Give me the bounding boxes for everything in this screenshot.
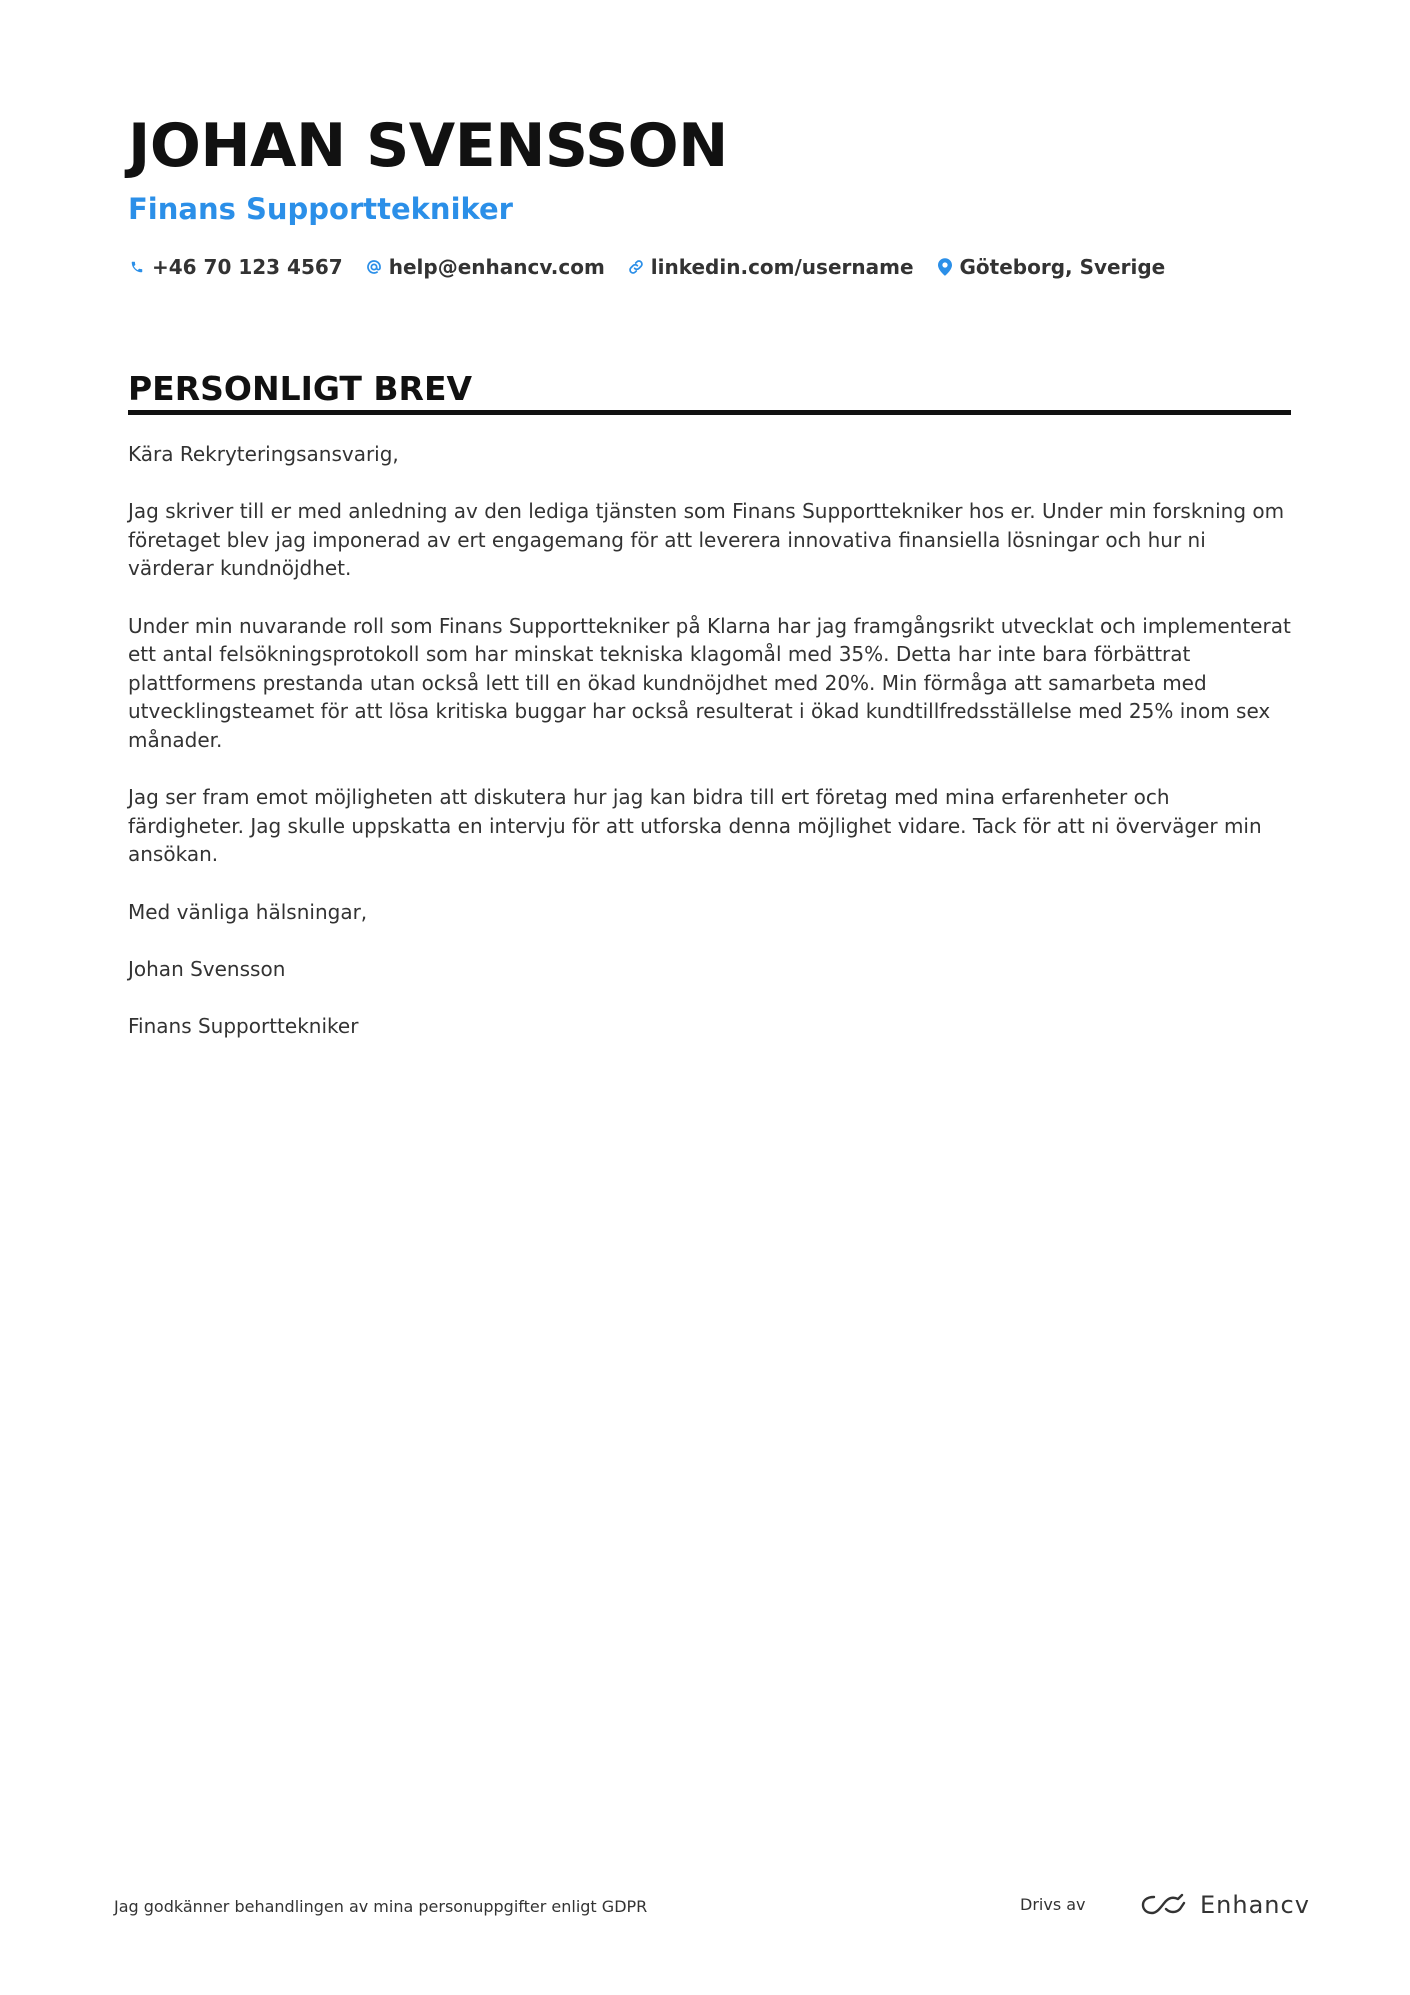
powered-by-label: Drivs av [1020,1895,1086,1914]
section-divider [128,410,1291,415]
brand-name: Enhancv [1200,1891,1310,1919]
letter-closing: Med vänliga hälsningar, [128,899,368,924]
contact-linkedin-text: linkedin.com/username [650,255,914,279]
contact-email-text: help@enhancv.com [388,255,605,279]
letter-paragraph: Jag ser fram emot möjligheten att diskutera hur jag kan bidra till ert företag med mina erfarenheter och färdigheter. Jag skulle uppskatta en intervju för att utforska denna möjlighet vidare. Tack för att ni överväger min ansökan. [128,785,1262,867]
signature-title: Finans Supporttekniker [128,1013,359,1038]
letter-paragraph: Under min nuvarande roll som Finans Supporttekniker på Klarna har jag framgångsrikt utvecklat och implementerat ett antal felsökningsprotokoll som har minskat tekniska klagomål med 35%. Detta har inte bara förbättrat plattformens prestanda utan också lett till en ökad kundnöjdhet med 20%. Min förmåga att samarbeta med utvecklingsteamet för att lösa kritiska buggar har också resulterat i ökad kundtillfredsställelse med 25% inom sex månader. [128,613,1291,752]
gdpr-consent-note: Jag godkänner behandlingen av mina personuppgifter enligt GDPR [114,1897,648,1916]
applicant-name: JOHAN SVENSSON [128,111,728,181]
location-pin-icon [936,257,954,277]
signature-name: Johan Svensson [128,956,286,981]
contact-bar [128,252,1187,282]
job-title: Finans Supporttekniker [128,192,513,226]
letter-greeting: Kära Rekryteringsansvarig, [128,442,399,466]
enhancv-logo-icon [1140,1891,1188,1919]
contact-email[interactable] [365,255,605,279]
phone-icon [128,257,146,277]
section-title: PERSONLIGT BREV [128,369,473,408]
letter-paragraph: Jag skriver till er med anledning av den lediga tjänsten som Finans Supporttekniker hos er. Under min forskning om företaget blev jag imponerad av ert engagemang för att leverera innovativa finansiella lösningar och hur ni värderar kundnöjdhet. [128,499,1285,581]
contact-location-text: Göteborg, Sverige [959,255,1166,279]
contact-phone[interactable] [128,255,343,279]
at-icon [365,257,383,277]
enhancv-brand[interactable] [1140,1888,1310,1922]
link-icon [627,257,645,277]
letter-body [128,440,1291,1069]
contact-location [936,255,1166,279]
contact-phone-text: +46 70 123 4567 [152,255,343,279]
contact-linkedin[interactable] [627,255,914,279]
